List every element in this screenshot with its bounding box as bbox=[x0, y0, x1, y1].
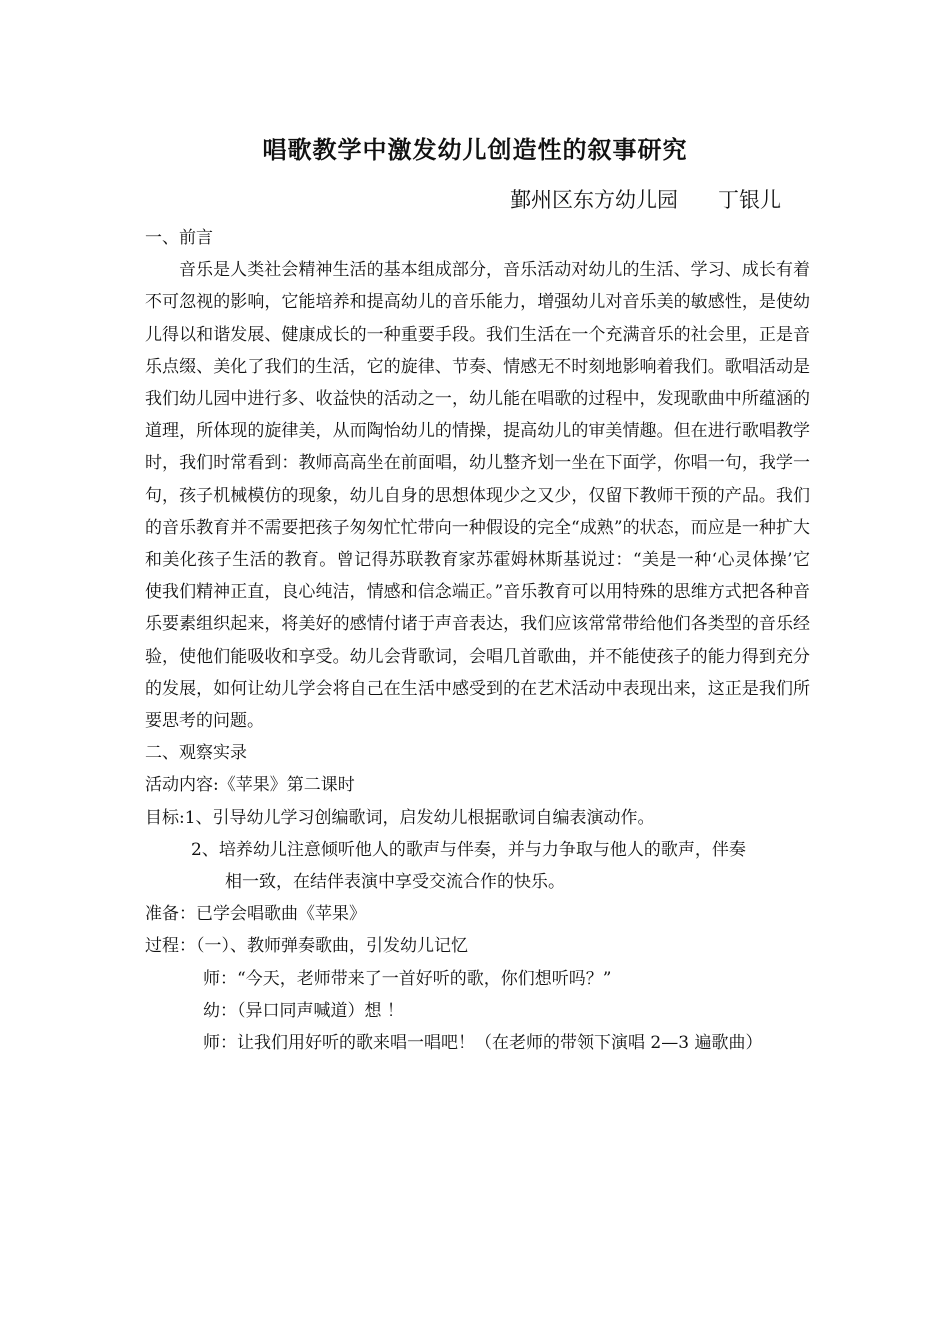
section-heading-observation: 二、观察实录 bbox=[145, 743, 247, 764]
author-line: 鄞州区东方幼儿园 丁银儿 bbox=[510, 188, 782, 212]
dialogue-child-1: 幼：（异口同声喊道）想 ！ bbox=[203, 1000, 404, 1021]
preface-paragraph: 音乐是人类社会精神生活的基本组成部分，音乐活动对幼儿的生活、学习、成长有着不可忽视的影响，它能培养和提高幼儿的音乐能力，增强幼儿对音乐美的敏感性，是使幼儿得以和谐发展、健康成长的一种重要手段。我们生活在一个充满音乐的社会里，正是音乐点缀、美化了我们的生活，它的旋律、节奏、情感无不时刻地影响着我们。歌唱活动是我们幼儿园中进行多、收益快的活动之一，幼儿能在唱歌的过程中，发现歌曲中所蕴涵的道理，所体现的旋律美，从而陶怡幼儿的情操，提高幼儿的审美情趣。但在进行歌唱教学时，我们时常看到：教师高高坐在前面唱，幼儿整齐划一坐在下面学，你唱一句，我学一句，孩子机械模仿的现象，幼儿自身的思想体现少之又少，仅留下教师干预的产品。我们的音乐教育并不需要把孩子匆匆忙忙带向一种假设的完全“成熟”的状态，而应是一种扩大和美化孩子生活的教育。曾记得苏联教育家苏霍姆林斯基说过：“美是一种‘心灵体操’它使我们精神正直，良心纯洁，情感和信念端正。”音乐教育可以用特殊的思维方式把各种音乐要素组织起来，将美好的感情付诸于声音表达，我们应该常常带给他们各类型的音乐经验，使他们能吸收和享受。幼儿会背歌词，会唱几首歌曲，并不能使孩子的能力得到充分的发展，如何让幼儿学会将自己在生活中感受到的在艺术活动中表现出来，这正是我们所要思考的问题。 bbox=[145, 260, 810, 732]
process: 过程：（一）、教师弹奏歌曲，引发幼儿记忆 bbox=[145, 936, 468, 957]
preparation: 准备：已学会唱歌曲《苹果》 bbox=[145, 904, 366, 925]
dialogue-teacher-2: 师：让我们用好听的歌来唱一唱吧！（在老师的带领下演唱 2—3 遍歌曲） bbox=[203, 1032, 763, 1053]
document-body bbox=[145, 222, 810, 1059]
goal-1: 目标:1、引导幼儿学习创编歌词，启发幼儿根据歌词自编表演动作。 bbox=[145, 807, 655, 828]
goal-2-line-2: 相一致，在结伴表演中享受交流合作的快乐。 bbox=[225, 871, 565, 892]
activity-content: 活动内容:《苹果》第二课时 bbox=[145, 775, 355, 796]
section-heading-preface: 一、前言 bbox=[145, 228, 213, 248]
dialogue-teacher-1: 师：“今天，老师带来了一首好听的歌，你们想听吗？” bbox=[203, 968, 612, 989]
goal-2-line-1: 2、培养幼儿注意倾听他人的歌声与伴奏，并与力争取与他人的歌声，伴奏 bbox=[191, 839, 746, 860]
document-title: 唱歌教学中激发幼儿创造性的叙事研究 bbox=[262, 136, 688, 164]
